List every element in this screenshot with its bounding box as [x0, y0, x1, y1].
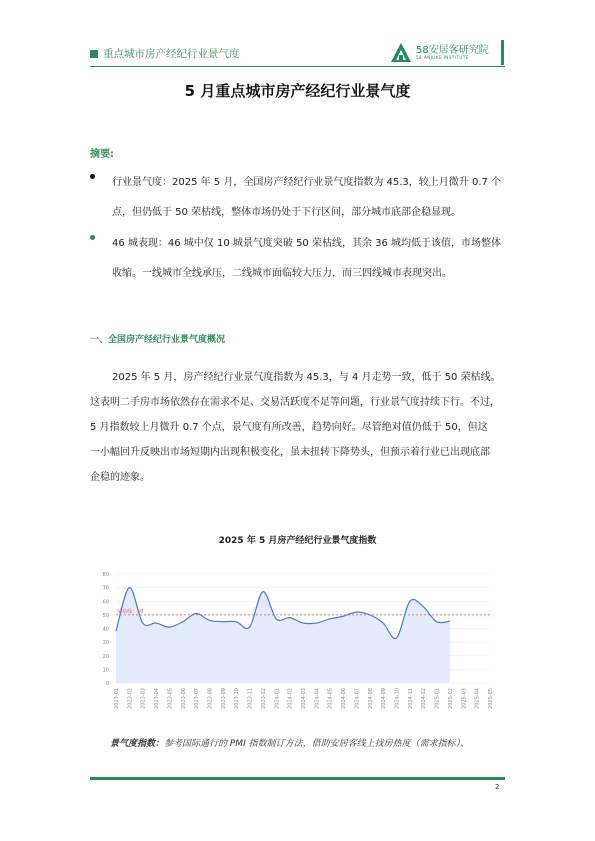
x-tick-label: 2024-10	[394, 688, 401, 709]
x-tick-label: 2023-10	[234, 688, 241, 709]
page-number: 2	[495, 783, 500, 791]
footer-divider	[90, 777, 505, 780]
brand-logo	[390, 40, 500, 68]
x-tick-label: 2023-06	[180, 688, 187, 709]
bullet-item-2	[90, 229, 505, 289]
bullet-text	[112, 229, 505, 289]
x-tick-label: 2024-04	[314, 688, 321, 709]
bullet-line: 行业景气度：2025 年 5 月，全国房产经纪行业景气度指数为 45.3，较上月微升 0.7 个	[112, 177, 502, 188]
x-tick-label: 2025-05	[488, 688, 494, 709]
section-heading: 一、全国房产经纪行业景气度概况	[90, 335, 226, 345]
x-tick-label: 2024-09	[381, 688, 388, 709]
x-tick-label: 2023-02	[127, 688, 134, 709]
bullet-line: 收缩。一线城市全线承压，二线城市面临较大压力，而三四线城市表现突出。	[112, 268, 452, 279]
x-tick-label: 2023-08	[207, 688, 214, 709]
x-tick-label: 2024-06	[341, 688, 348, 709]
pmi-line-chart	[90, 562, 505, 732]
y-tick-label: 30	[102, 640, 109, 647]
x-tick-label: 2023-03	[140, 688, 147, 709]
x-tick-label: 2024-08	[367, 688, 374, 709]
y-tick-label: 0	[105, 681, 109, 687]
y-tick-label: 50	[102, 612, 109, 619]
x-tick-label: 2024-03	[301, 688, 307, 709]
bullet-text	[112, 168, 505, 228]
x-tick-label: 2023-07	[194, 688, 201, 709]
bullet-item-1	[90, 168, 505, 228]
y-tick-label: 10	[102, 667, 109, 674]
header-square-icon	[90, 50, 98, 58]
x-tick-label: 2023-09	[220, 688, 227, 709]
x-tick-label: 2024-07	[354, 688, 361, 709]
footnote-bold: 景气度指数：	[110, 739, 165, 749]
bullet-line: 点，但仍低于 50 荣枯线，整体市场仍处于下行区间，部分城市底部企稳显现。	[112, 207, 462, 218]
x-tick-label: 2025-03	[461, 688, 468, 709]
x-tick-label: 2023-05	[167, 688, 174, 709]
y-tick-label: 60	[102, 599, 109, 606]
footnote	[110, 736, 505, 749]
bullet-dot-icon	[90, 174, 95, 179]
paragraph-line: 5 月指数较上月微升 0.7 个点，景气度有所改善，趋势向好。尽管绝对值仍低于 50，但这	[90, 422, 488, 433]
header-title: 重点城市房产经纪行业景气度	[103, 48, 240, 60]
reference-line-label: 荣枯线：50	[117, 608, 144, 615]
abstract-label: 摘要:	[90, 149, 114, 160]
bullet-line: 46 城表现：46 城中仅 10 城景气度突破 50 荣枯线，其余 36 城均低于该值，市场整体	[112, 238, 502, 249]
x-tick-label: 2025-01	[434, 688, 441, 709]
paragraph-line: 这表明二手房市场依然存在需求不足、交易活跃度不足等问题，行业景气度持续下行。不过，	[90, 397, 500, 408]
footnote-text: 参考国际通行的 PMI 指数制订方法，借助安居客线上找房热度（需求指标）、	[164, 739, 470, 749]
x-tick-label: 2023-04	[154, 688, 161, 709]
logo-mark-icon	[390, 42, 412, 64]
series-area	[116, 588, 450, 683]
x-tick-label: 2023-11	[247, 688, 254, 709]
logo-name: 58安居客研究院	[416, 45, 489, 56]
paragraph-line: 一小幅回升反映出市场短期内出现积极变化，虽未扭转下降势头，但预示着行业已出现底部	[90, 447, 490, 458]
x-tick-label: 2024-11	[407, 688, 414, 709]
header-divider	[90, 66, 505, 67]
paragraph-line: 企稳的迹象。	[90, 472, 150, 483]
page-header	[90, 44, 505, 66]
chart-title: 2025 年 5 月房产经纪行业景气度指数	[218, 536, 377, 546]
paragraph-line: 2025 年 5 月，房产经纪行业景气度指数为 45.3，与 4 月走势一致，低于 50 荣枯线。	[112, 372, 501, 383]
x-tick-label: 2025-04	[474, 688, 481, 709]
bullet-dot-icon	[90, 235, 95, 240]
x-tick-label: 2024-05	[327, 688, 334, 709]
x-tick-label: 2023-01	[114, 688, 120, 709]
x-tick-label: 2023-12	[260, 688, 267, 709]
y-tick-label: 70	[102, 585, 109, 592]
body-paragraph	[90, 365, 508, 490]
x-tick-label: 2025-02	[447, 688, 454, 709]
page-title: 5 月重点城市房产经纪行业景气度	[184, 82, 411, 100]
x-tick-label: 2024-12	[421, 688, 428, 709]
y-tick-label: 80	[102, 572, 109, 578]
x-tick-label: 2024-02	[287, 688, 294, 709]
y-tick-label: 20	[102, 653, 109, 660]
logo-subtitle: 58 ANJUKE INSTITUTE	[416, 55, 469, 60]
y-tick-label: 40	[102, 626, 109, 633]
x-tick-label: 2024-01	[274, 688, 281, 709]
header-accent-bar	[501, 40, 504, 65]
